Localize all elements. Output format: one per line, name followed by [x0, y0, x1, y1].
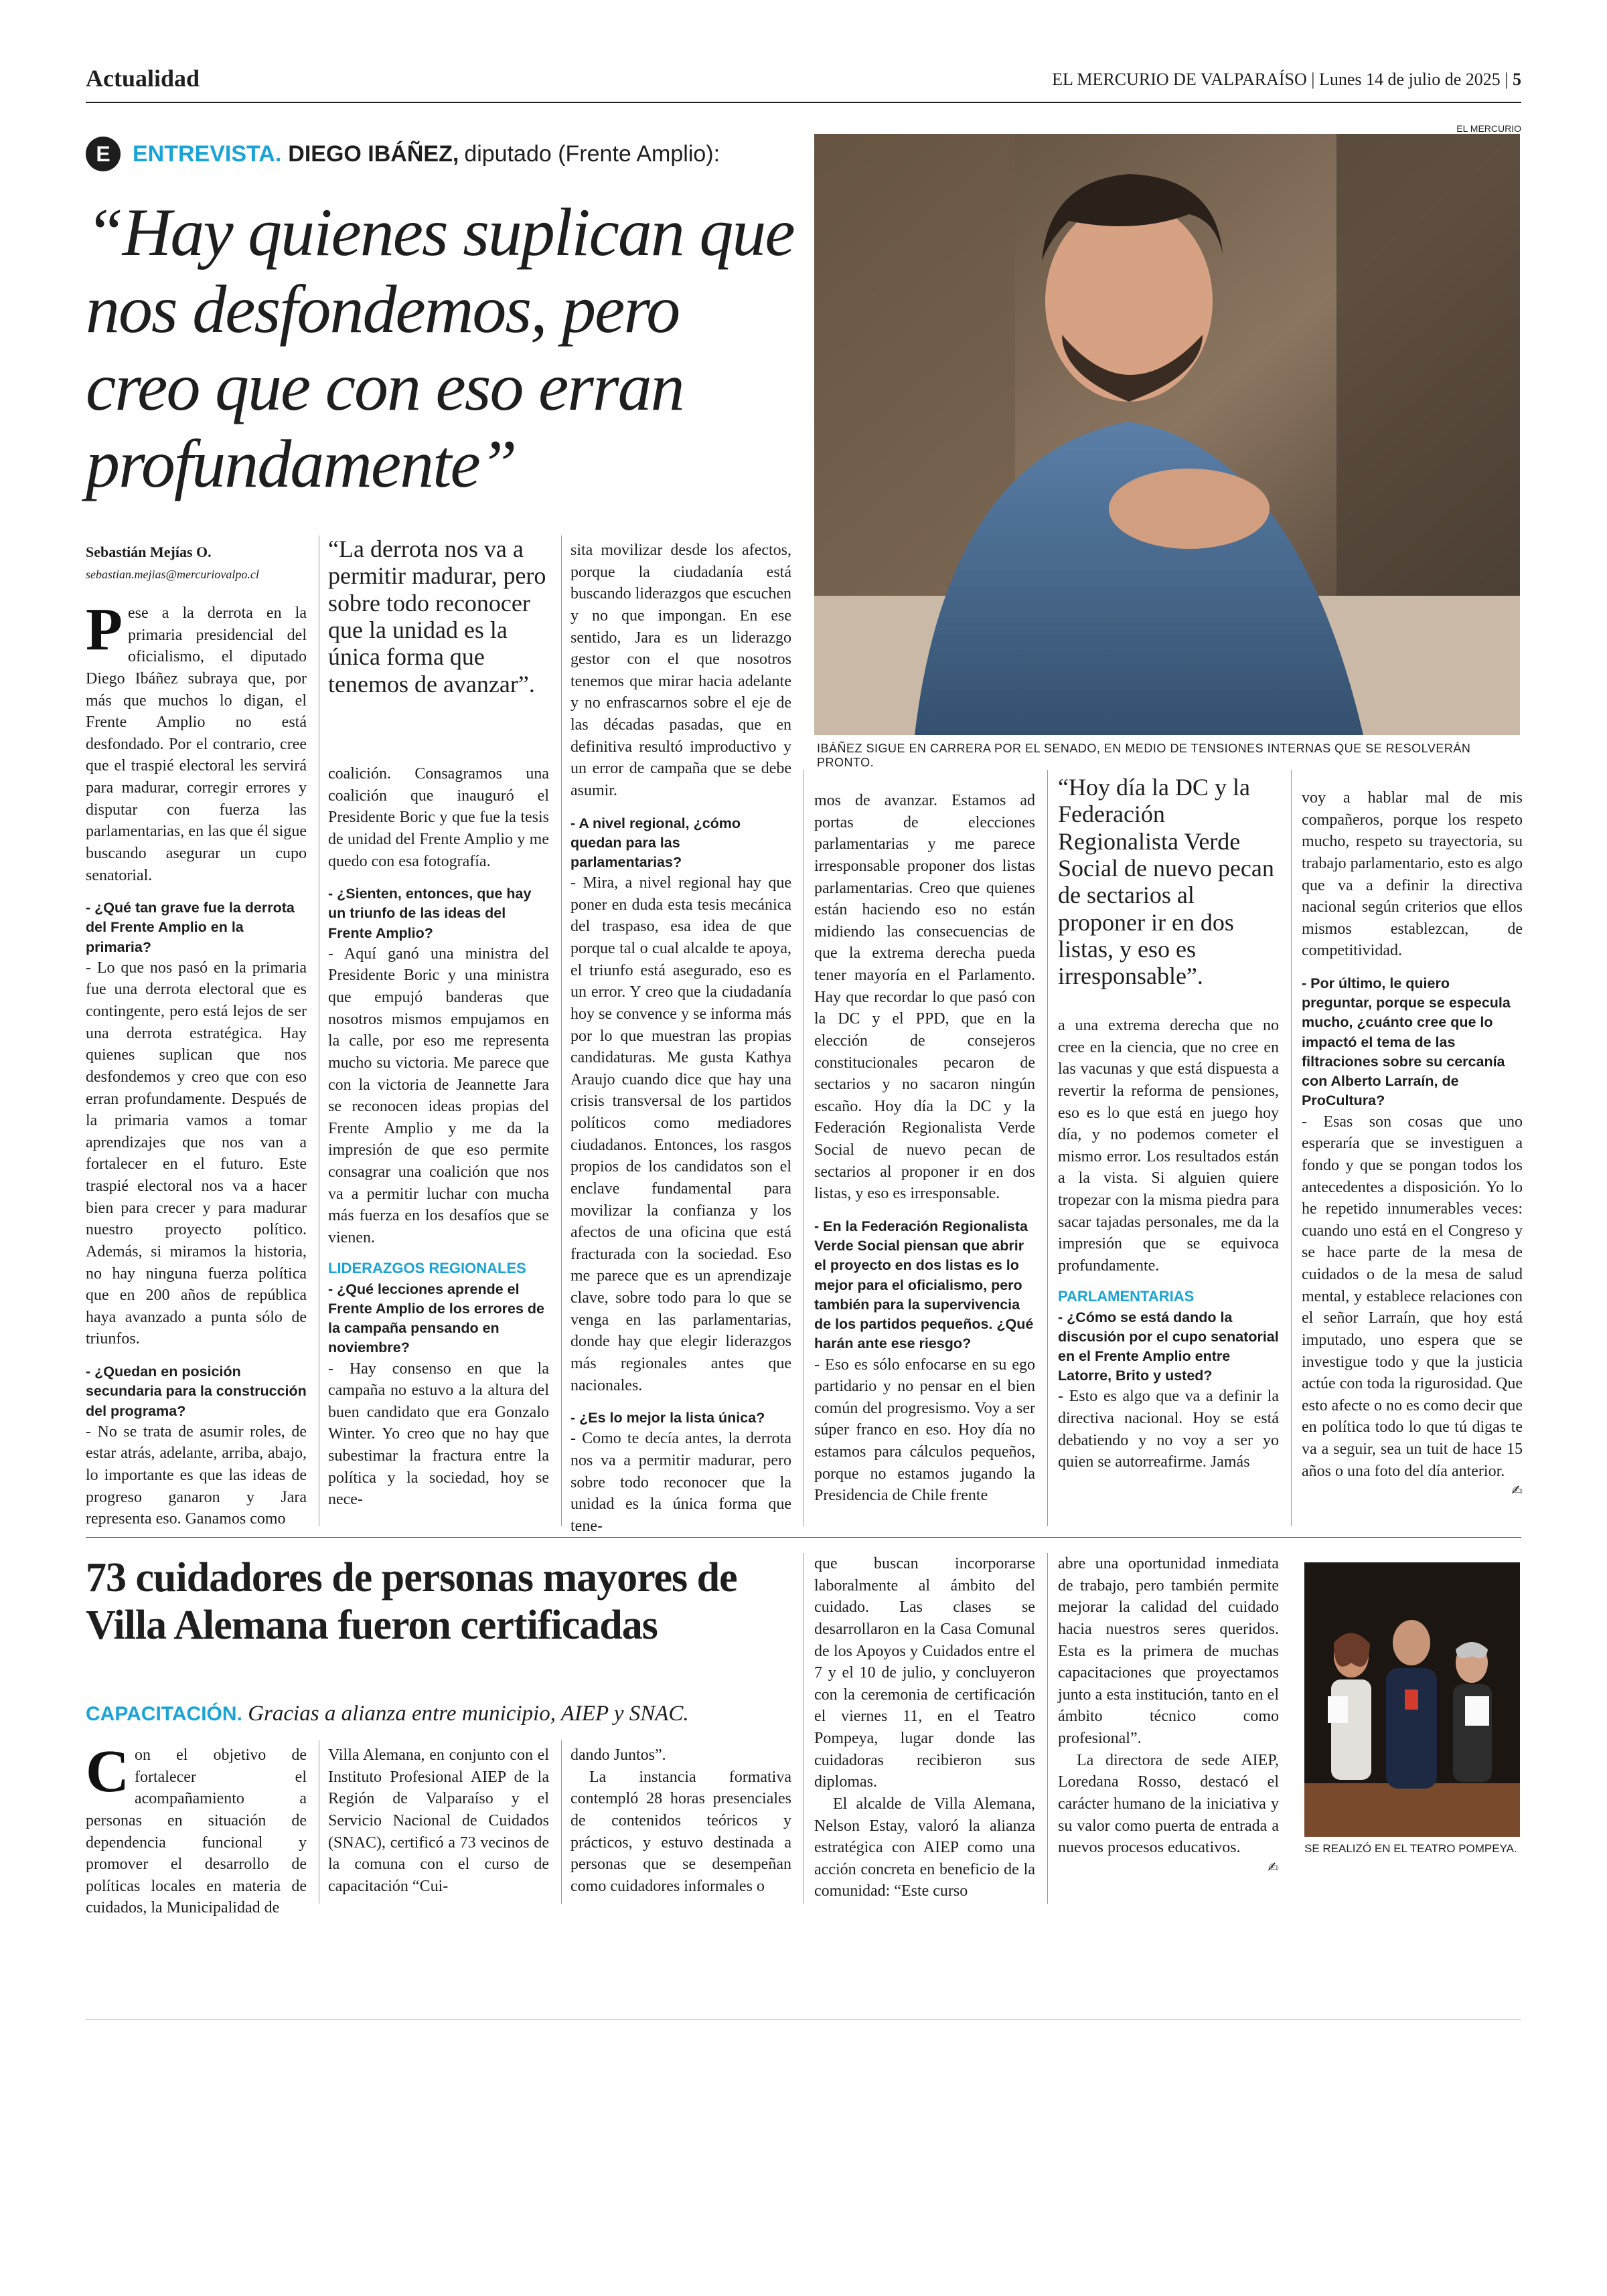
story2-lead-text: on el objetivo de fortalecer el acompañamiento a personas en situación de dependencia funcional y promover el desarrollo de políticas locales en materia de cuidados, la Municipalidad de — [86, 1746, 307, 1917]
kicker-label: ENTREVISTA. — [133, 141, 282, 167]
question-1: - ¿Qué tan grave fue la derrota del Frente Amplio en la primaria? — [86, 900, 295, 955]
drop-cap: P — [86, 596, 123, 663]
story2-paragraph-4a: que buscan incorporarse laboralmente al ámbito del cuidado. Las clases se desarrollaron en la Casa Comunal de los Apoyos y Cuidados entre el 7 y el 10 de julio, y concluyeron con la ceremonia de certificación el viernes 11, en el Teatro Pompeya, lugar donde las cuidadoras recibieron sus diplomas. — [814, 1555, 1035, 1791]
story2-column-2 — [328, 1744, 549, 1897]
answer-4: - Hay consenso en que la campaña no estuvo a la altura del buen candidato que era Gonzalo Winter. Yo creo que no hay que subestimar la fractura entre la política y la sociedad, hoy se nece- — [328, 1360, 549, 1509]
answer-9: - Esas son cosas que uno esperaría que se investiguen a fondo y que se pongan todos los antecedentes a disposición. Yo lo he repetido innumerables veces: cuando uno está en el Congreso y se hace parte de la mesa de cuidados o de la mesa de salud mental, y establece relaciones con el señor Larraín, que hoy está imputado, uno espera que se investigue todo y que la justicia actúe con toda la rigurosidad. Que esto afecte o no es como decir que en política todo lo que tú digas te va a seguir, sea un tuit de hace 15 años o una foto del día anterior. — [1302, 1113, 1523, 1480]
story2-paragraph-2: Villa Alemana, en conjunto con el Instituto Profesional AIEP de la Región de Valparaíso y el Servicio Nacional de Cuidados (SNAC), certificó a 73 vecinos de la comuna con el curso de capacitación “Cui- — [328, 1746, 549, 1895]
end-mark-icon: ✍ — [1268, 1858, 1279, 1875]
story2-paragraph-3b: La instancia formativa contempló 28 horas presenciales de contenidos teóricos y prácticos, y estuvo destinada a personas que se desempeñan como cuidadores informales o — [570, 1768, 791, 1895]
column-6-text: voy a hablar mal de mis compañeros, porque los respeto mucho, respeto su trayectoria, su trabajo parlamentario, esto es algo que va a definir la directiva nacional según criterios que ellos mismos establezcan, de competitividad. — [1302, 789, 1523, 960]
question-6: - ¿Es lo mejor la lista única? — [570, 1410, 765, 1426]
kicker-role: diputado (Frente Amplio): — [464, 141, 720, 167]
answer-6: - Como te decía antes, la derrota nos va a permitir madurar, pero sobre todo reconocer que la unidad es la única forma que tene- — [570, 1430, 791, 1535]
pull-quote-1: “La derrota nos va a permitir madurar, pero sobre todo reconocer que la unidad es la única forma que tenemos de avanzar”. — [328, 536, 546, 698]
interview-column-1 — [86, 596, 307, 1530]
story2-paragraph-5b: La directora de sede AIEP, Loredana Rosso, destacó el carácter humano de la iniciativa y su valor como puerta de entrada a nuevos procesos educativos. — [1058, 1751, 1279, 1857]
answer-5: - Mira, a nivel regional hay que poner en duda esta tesis mecánica del traspaso, esa idea de que porque tal o cual alcalde te apoya, el triunfo está asegurado, eso es un error. Y creo que la ciudadanía hoy se convence y se informa más por lo que muestran las propias candidaturas. Me gusta Kathya Araujo cuando dice que hay una crisis transversal de los partidos políticos como mediadores ciudadanos. Entonces, los rasgos propios de los candidatos son el enclave fundamental para movilizar la confianza y los afectos de una oficina que está fracturada con la sociedad. Eso me parece que es un aprendizaje clave, sobre todo para lo que se venga en las parlamentarias, donde hay que elegir liderazgos más regionales antes que nacionales. — [570, 874, 791, 1394]
question-2: - ¿Quedan en posición secundaria para la construcción del programa? — [86, 1364, 307, 1419]
story2-kicker-label: CAPACITACIÓN. — [86, 1703, 242, 1725]
page-number: 5 — [1513, 70, 1521, 89]
interview-column-2 — [328, 763, 549, 1511]
column-2-text: coalición. Consagramos una coalición que inauguró el Presidente Boric y que fue la tesis de unidad del Frente Amplio y me quedo con esa fotografía. — [328, 765, 549, 870]
story2-column-3 — [570, 1744, 791, 1897]
photo-credit: EL MERCURIO — [1456, 123, 1521, 134]
answer-8: - Esto es algo que va a definir la directiva nacional. Hoy se está debatiendo y no voy a ser yo quien se autorreafirme. Jamás — [1058, 1388, 1279, 1471]
column-divider — [1047, 1553, 1048, 1904]
story2-photo-caption: SE REALIZÓ EN EL TEATRO POMPEYA. — [1304, 1842, 1517, 1855]
story2-photo — [1304, 1562, 1520, 1837]
column-3-text: sita movilizar desde los afectos, porque la ciudadanía está buscando liderazgos que escuchen y no que impongan. En ese sentido, Jara es un liderazgo gestor con el que nosotros tenemos que mirar hacia adelante y no enfrascarnos sobre el eje de las décadas pasadas, que en definitiva resultó improductivo y un error de campaña que se debe asumir. — [570, 542, 791, 799]
answer-7: - Eso es sólo enfocarse en su ego partidario y no pensar en el bien común del progresismo. Voy a ser súper franco en eso. Hoy día no estamos para cálculos pequeños, porque no estamos jugando la Presidencia de Chile frente — [814, 1356, 1035, 1505]
answer-1: - Lo que nos pasó en la primaria fue una derrota electoral que es contingente, pero está lejos de ser una derrota estratégica. Hay quienes suplican que nos desfondemos y creo que con eso erran profundamente. Después de la primaria vamos a tomar aprendizajes que nos van a fortalecer en el futuro. Este traspié electoral nos va a hacer bien para crecer y para madurar nuestro proyecto político. Además, si miramos la historia, no hay ninguna fuerza política que en 200 años de república haya avanzado a punta sólo de triunfos. — [86, 959, 307, 1348]
photo-portrait-image — [814, 134, 1520, 735]
story2-column-5 — [1058, 1553, 1279, 1875]
column-divider — [561, 536, 562, 1526]
story2-column-1 — [86, 1738, 307, 1919]
story2-paragraph-4b: El alcalde de Villa Alemana, Nelson Estay, valoró la alianza estratégica con AIEP como una acción concreta en beneficio de la comunidad: “Este curso — [814, 1795, 1035, 1900]
question-5: - A nivel regional, ¿cómo quedan para las parlamentarias? — [570, 815, 741, 870]
interview-kicker — [86, 137, 720, 171]
question-8: - ¿Cómo se está dando la discusión por el cupo senatorial en el Frente Amplio entre Latorre, Brito y usted? — [1058, 1309, 1279, 1384]
answer-2: - No se trata de asumir roles, de estar atrás, adelante, arriba, abajo, lo importante es que las ideas de progreso ganaron y Jara representa eso. Ganamos como — [86, 1422, 307, 1528]
lead-paragraph — [86, 596, 307, 886]
column-divider — [561, 1740, 562, 1904]
author-name: Sebastián Mejías O. — [86, 544, 212, 560]
story2-column-4 — [814, 1553, 1035, 1902]
lead-text: ese a la derrota en la primaria presidencial del oficialismo, el diputado Diego Ibáñez subraya que, por más que muchos lo digan, el Frente Amplio no está desfondado. Por el contrario, cree que el traspié electoral les servirá para madurar, corregir errores y disputar con fuerza las parlamentarias, en las que él sigue buscando asegurar un cupo senatorial. — [86, 604, 307, 884]
interview-column-5 — [1058, 1015, 1279, 1473]
page-header-info: EL MERCURIO DE VALPARAÍSO | Lunes 14 de julio de 2025 | 5 — [1052, 70, 1521, 89]
paper-name: EL MERCURIO DE VALPARAÍSO — [1052, 70, 1307, 89]
story2-kicker — [86, 1702, 689, 1726]
column-4-text: mos de avanzar. Estamos ad portas de elecciones parlamentarias y me parece irresponsable proponer dos listas parlamentarias. Creo que quienes están haciendo eso no están midiendo las consecuencias de que la extrema derecha pueda tener mayoría en el Parlamento. Hay que recordar lo que pasó con la DC y el PPD, que en la elección de consejeros constitucionales pecaron de sectarios y no sacaron ningún escaño. Hoy día la DC y la Federación Regionalista Verde Social de nuevo pecan de sectarios al proponer ir en dos listas, y eso es irresponsable. — [814, 792, 1035, 1203]
end-mark-icon: ✍ — [1511, 1482, 1523, 1499]
question-3: - ¿Sienten, entonces, que hay un triunfo de las ideas del Frente Amplio? — [328, 886, 532, 941]
entrevista-badge: E — [86, 137, 121, 171]
column-divider — [1047, 770, 1048, 1526]
story-separator — [86, 1537, 1521, 1538]
story2-headline: 73 cuidadores de personas mayores de Villa Alemana fueron certificadas — [86, 1555, 737, 1648]
story2-kicker-text: Gracias a alianza entre municipio, AIEP y SNAC. — [248, 1702, 689, 1726]
author-email: sebastian.mejias@mercuriovalpo.cl — [86, 568, 259, 581]
story2-paragraph-3a: dando Juntos”. — [570, 1746, 666, 1764]
question-7: - En la Federación Regionalista Verde Social piensan que abrir el proyecto en dos listas es lo mejor para el oficialismo, pero también para la supervivencia de los partidos pequeños. ¿Qué harán ante ese riesgo? — [814, 1218, 1034, 1352]
column-5-text: a una extrema derecha que no cree en la ciencia, que no cree en las vacunas y que está dispuesta a revertir la reforma de pensiones, eso es lo que está en juego hoy día, y no podemos cometer el mismo error. Los resultados están a la vista. Si alguien quiere tropezar con la misma piedra para sacar tajadas personales, me da la impresión que se equivoca profundamente. — [1058, 1017, 1279, 1275]
question-9: - Por último, le quiero preguntar, porque se especula mucho, ¿cuánto cree que lo impactó el tema de las filtraciones sobre su cercanía con Alberto Larraín, de ProCultura? — [1302, 975, 1511, 1109]
header-rule — [86, 102, 1521, 103]
answer-3: - Aquí ganó una ministra del Presidente Boric y una ministra que empujó banderas que nosotros mismos empujamos en la calle, por eso me representa mucho su victoria. Me parece que con la victoria de Jeannette Jara se reconocen ideas propias del Frente Amplio y me da la impresión de que eso permite consagrar una coalición que nos va a permitir luchar con mucha más fuerza en los desafíos que se vienen. — [328, 945, 549, 1246]
issue-date: Lunes 14 de julio de 2025 — [1318, 70, 1501, 89]
interview-column-6 — [1302, 787, 1523, 1498]
column-divider — [1291, 770, 1292, 1526]
interview-photo — [814, 134, 1520, 735]
drop-cap: C — [86, 1738, 129, 1805]
subhead-parlamentarias: PARLAMENTARIAS — [1058, 1287, 1195, 1305]
interview-column-4 — [814, 790, 1035, 1507]
story2-lead — [86, 1738, 307, 1919]
pull-quote-2: “Hoy día la DC y la Federación Regionalista Verde Social de nuevo pecan de sectarios al proponer ir en dos listas, y eso es irresponsable”. — [1058, 774, 1274, 990]
interview-column-3 — [570, 540, 791, 1538]
kicker-name: DIEGO IBÁÑEZ, — [288, 141, 459, 167]
section-title: Actualidad — [86, 65, 200, 92]
interview-headline: “Hay quienes suplican que nos desfondemos, pero creo que con eso erran profundamente” — [86, 195, 794, 502]
photo-caption: IBÁÑEZ SIGUE EN CARRERA POR EL SENADO, EN MEDIO DE TENSIONES INTERNAS QUE SE RESOLVERÁN PRONTO. — [817, 742, 1471, 769]
question-4: - ¿Qué lecciones aprende el Frente Amplio de los errores de la campaña pensando en noviembre? — [328, 1281, 544, 1356]
story2-paragraph-5a: abre una oportunidad inmediata de trabajo, pero también permite mejorar la calidad del cuidado hacia nuestros seres queridos. Esta es la primera de muchas capacitaciones que proyectamos junto a esta institución, tanto en el ámbito técnico como profesional”. — [1058, 1555, 1279, 1747]
bottom-rule — [86, 2019, 1521, 2020]
ceremony-photo-image — [1304, 1562, 1520, 1837]
subhead-liderazgos: LIDERAZGOS REGIONALES — [328, 1259, 526, 1277]
